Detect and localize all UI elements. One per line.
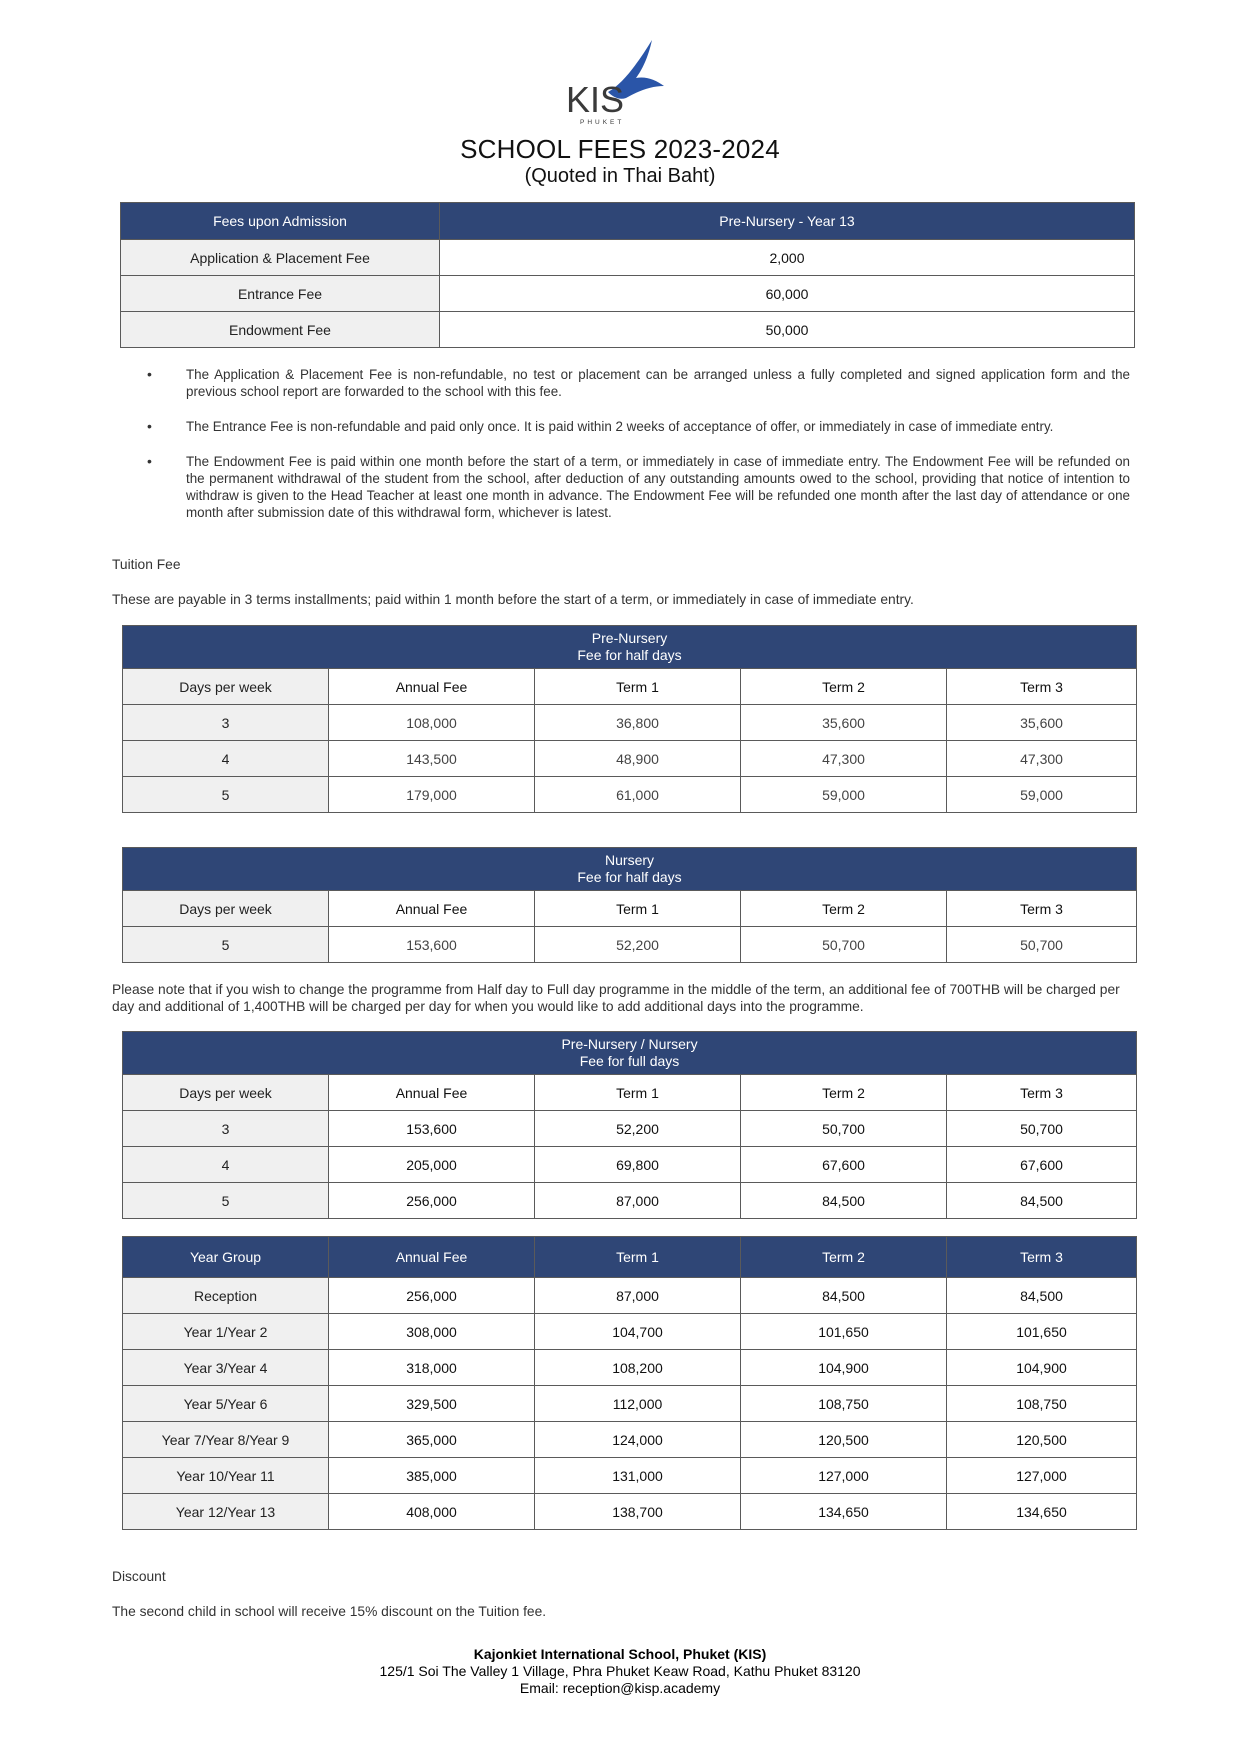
column-header: Term 3 [947, 1075, 1137, 1111]
term1-cell: 138,700 [535, 1494, 741, 1530]
term2-cell: 134,650 [741, 1494, 947, 1530]
table-row [123, 705, 1137, 741]
term1-cell: 61,000 [535, 777, 741, 813]
term2-cell: 47,300 [741, 741, 947, 777]
annual-fee-cell: 205,000 [329, 1147, 535, 1183]
column-header: Term 2 [741, 1237, 947, 1278]
annual-fee-cell: 308,000 [329, 1314, 535, 1350]
annual-fee-cell: 179,000 [329, 777, 535, 813]
prenursery-half-day-table [122, 625, 1137, 813]
discount-text: The second child in school will receive 15% discount on the Tuition fee. [112, 1604, 547, 1619]
year-group-cell: Reception [123, 1278, 329, 1314]
annual-fee-cell: 408,000 [329, 1494, 535, 1530]
column-header: Term 1 [535, 891, 741, 927]
column-header: Annual Fee [329, 1237, 535, 1278]
school-logo [560, 36, 680, 126]
year-group-fees-table [122, 1236, 1137, 1530]
logo-text: KIS [566, 79, 625, 120]
term1-cell: 87,000 [535, 1183, 741, 1219]
table-row [123, 1422, 1137, 1458]
days-cell: 5 [123, 927, 329, 963]
term2-cell: 120,500 [741, 1422, 947, 1458]
discount-heading: Discount [112, 1569, 166, 1584]
column-header: Term 2 [741, 891, 947, 927]
table-row [123, 1147, 1137, 1183]
caption-line-2: Fee for full days [579, 1053, 680, 1069]
annual-fee-cell: 365,000 [329, 1422, 535, 1458]
year-group-cell: Year 7/Year 8/Year 9 [123, 1422, 329, 1458]
column-header: Term 1 [535, 1237, 741, 1278]
annual-fee-cell: 143,500 [329, 741, 535, 777]
days-cell: 5 [123, 777, 329, 813]
column-header: Days per week [123, 669, 329, 705]
term2-cell: 59,000 [741, 777, 947, 813]
term2-cell: 84,500 [741, 1183, 947, 1219]
term3-cell: 35,600 [947, 705, 1137, 741]
table-caption [123, 626, 1137, 669]
term3-cell: 47,300 [947, 741, 1137, 777]
table-row [123, 927, 1137, 963]
term1-cell: 112,000 [535, 1386, 741, 1422]
table-row [121, 312, 1135, 348]
annual-fee-cell: 108,000 [329, 705, 535, 741]
term2-cell: 101,650 [741, 1314, 947, 1350]
term2-cell: 67,600 [741, 1147, 947, 1183]
footer-address: 125/1 Soi The Valley 1 Village, Phra Phuket Keaw Road, Kathu Phuket 83120 [379, 1663, 861, 1679]
term3-cell: 84,500 [947, 1183, 1137, 1219]
year-group-cell: Year 5/Year 6 [123, 1386, 329, 1422]
term1-cell: 48,900 [535, 741, 741, 777]
annual-fee-cell: 385,000 [329, 1458, 535, 1494]
table-row [121, 240, 1135, 276]
days-cell: 3 [123, 705, 329, 741]
term3-cell: 127,000 [947, 1458, 1137, 1494]
term1-cell: 87,000 [535, 1278, 741, 1314]
column-header: Term 3 [947, 669, 1137, 705]
days-cell: 5 [123, 1183, 329, 1219]
annual-fee-cell: 256,000 [329, 1183, 535, 1219]
term3-cell: 67,600 [947, 1147, 1137, 1183]
term1-cell: 131,000 [535, 1458, 741, 1494]
annual-fee-cell: 318,000 [329, 1350, 535, 1386]
days-cell: 3 [123, 1111, 329, 1147]
days-cell: 4 [123, 741, 329, 777]
column-header: Annual Fee [329, 669, 535, 705]
table-row [123, 1494, 1137, 1530]
annual-fee-cell: 153,600 [329, 927, 535, 963]
fee-label: Application & Placement Fee [121, 240, 440, 276]
footer [0, 1646, 1240, 1697]
table-row [123, 1183, 1137, 1219]
admission-fees-table [120, 202, 1135, 348]
term3-cell: 120,500 [947, 1422, 1137, 1458]
column-header: Annual Fee [329, 1075, 535, 1111]
term2-cell: 50,700 [741, 1111, 947, 1147]
admission-header-range: Pre-Nursery - Year 13 [440, 203, 1135, 240]
table-row [121, 276, 1135, 312]
list-item: • The Application & Placement Fee is non-refundable, no test or placement can be arranged unless a fully completed and signed application form and the previous school report are forwarded to the school with this fee. [140, 366, 1130, 400]
term2-cell: 84,500 [741, 1278, 947, 1314]
table-row [123, 1314, 1137, 1350]
caption-line-1: Nursery [605, 852, 655, 868]
fee-label: Endowment Fee [121, 312, 440, 348]
programme-change-note: Please note that if you wish to change the programme from Half day to Full day programme in the middle of the term, an additional fee of 700THB will be charged per day and additional of 1,400THB will be charged per day for when you would like to add additional days into the programme. [112, 982, 1120, 1014]
list-item: • The Entrance Fee is non-refundable and paid only once. It is paid within 2 weeks of acceptance of offer, or immediately in case of immediate entry. [140, 418, 1130, 435]
table-row [123, 1458, 1137, 1494]
term2-cell: 35,600 [741, 705, 947, 741]
days-cell: 4 [123, 1147, 329, 1183]
year-group-cell: Year 12/Year 13 [123, 1494, 329, 1530]
term1-cell: 69,800 [535, 1147, 741, 1183]
term3-cell: 50,700 [947, 1111, 1137, 1147]
list-item: • The Endowment Fee is paid within one month before the start of a term, or immediately in case of immediate entry. The Endowment Fee will be refunded on the permanent withdrawal of the student from the school, after deduction of any outstanding amounts owed to the school, providing that notice of intention to withdraw is given to the Head Teacher at least one month in advance. The Endowment Fee will be refunded one month after the last day of attendance or one month after submission date of this withdrawal form, whichever is latest. [140, 453, 1130, 521]
page-title: SCHOOL FEES 2023-2024 [460, 134, 780, 164]
footer-email: Email: reception@kisp.academy [519, 1680, 721, 1696]
fee-value: 60,000 [440, 276, 1135, 312]
admission-notes-list [140, 366, 1130, 539]
caption-line-1: Pre-Nursery [591, 630, 668, 646]
term3-cell: 59,000 [947, 777, 1137, 813]
term1-cell: 108,200 [535, 1350, 741, 1386]
table-row [123, 1111, 1137, 1147]
term1-cell: 36,800 [535, 705, 741, 741]
column-header: Term 3 [947, 891, 1137, 927]
term3-cell: 84,500 [947, 1278, 1137, 1314]
term3-cell: 108,750 [947, 1386, 1137, 1422]
term1-cell: 104,700 [535, 1314, 741, 1350]
table-row [123, 1278, 1137, 1314]
caption-line-2: Fee for half days [577, 647, 682, 663]
term2-cell: 127,000 [741, 1458, 947, 1494]
table-row [123, 1350, 1137, 1386]
annual-fee-cell: 153,600 [329, 1111, 535, 1147]
admission-header-label: Fees upon Admission [121, 203, 440, 240]
table-row [123, 1386, 1137, 1422]
full-day-table [122, 1031, 1137, 1219]
annual-fee-cell: 256,000 [329, 1278, 535, 1314]
column-header: Days per week [123, 891, 329, 927]
term2-cell: 104,900 [741, 1350, 947, 1386]
term1-cell: 52,200 [535, 1111, 741, 1147]
column-header: Annual Fee [329, 891, 535, 927]
caption-line-1: Pre-Nursery / Nursery [561, 1036, 698, 1052]
nursery-half-day-table [122, 847, 1137, 963]
year-group-cell: Year 3/Year 4 [123, 1350, 329, 1386]
year-group-cell: Year 1/Year 2 [123, 1314, 329, 1350]
term1-cell: 52,200 [535, 927, 741, 963]
column-header: Term 2 [741, 1075, 947, 1111]
column-header: Term 3 [947, 1237, 1137, 1278]
annual-fee-cell: 329,500 [329, 1386, 535, 1422]
term1-cell: 124,000 [535, 1422, 741, 1458]
bird-icon [560, 36, 680, 126]
table-caption [123, 848, 1137, 891]
column-header: Term 1 [535, 669, 741, 705]
fee-value: 2,000 [440, 240, 1135, 276]
table-row [123, 777, 1137, 813]
table-caption [123, 1032, 1137, 1075]
column-header: Year Group [123, 1237, 329, 1278]
term3-cell: 134,650 [947, 1494, 1137, 1530]
footer-school-name: Kajonkiet International School, Phuket (KIS) [473, 1646, 767, 1662]
term2-cell: 108,750 [741, 1386, 947, 1422]
year-group-cell: Year 10/Year 11 [123, 1458, 329, 1494]
logo-subtext: PHUKET [580, 119, 625, 126]
fee-value: 50,000 [440, 312, 1135, 348]
column-header: Days per week [123, 1075, 329, 1111]
caption-line-2: Fee for half days [577, 869, 682, 885]
tuition-heading: Tuition Fee [112, 557, 181, 572]
column-header: Term 2 [741, 669, 947, 705]
table-row [123, 741, 1137, 777]
tuition-intro: These are payable in 3 terms installments; paid within 1 month before the start of a term, or immediately in case of immediate entry. [112, 592, 914, 607]
term3-cell: 104,900 [947, 1350, 1137, 1386]
page-subtitle: (Quoted in Thai Baht) [524, 165, 716, 187]
term2-cell: 50,700 [741, 927, 947, 963]
term3-cell: 50,700 [947, 927, 1137, 963]
term3-cell: 101,650 [947, 1314, 1137, 1350]
column-header: Term 1 [535, 1075, 741, 1111]
fee-label: Entrance Fee [121, 276, 440, 312]
